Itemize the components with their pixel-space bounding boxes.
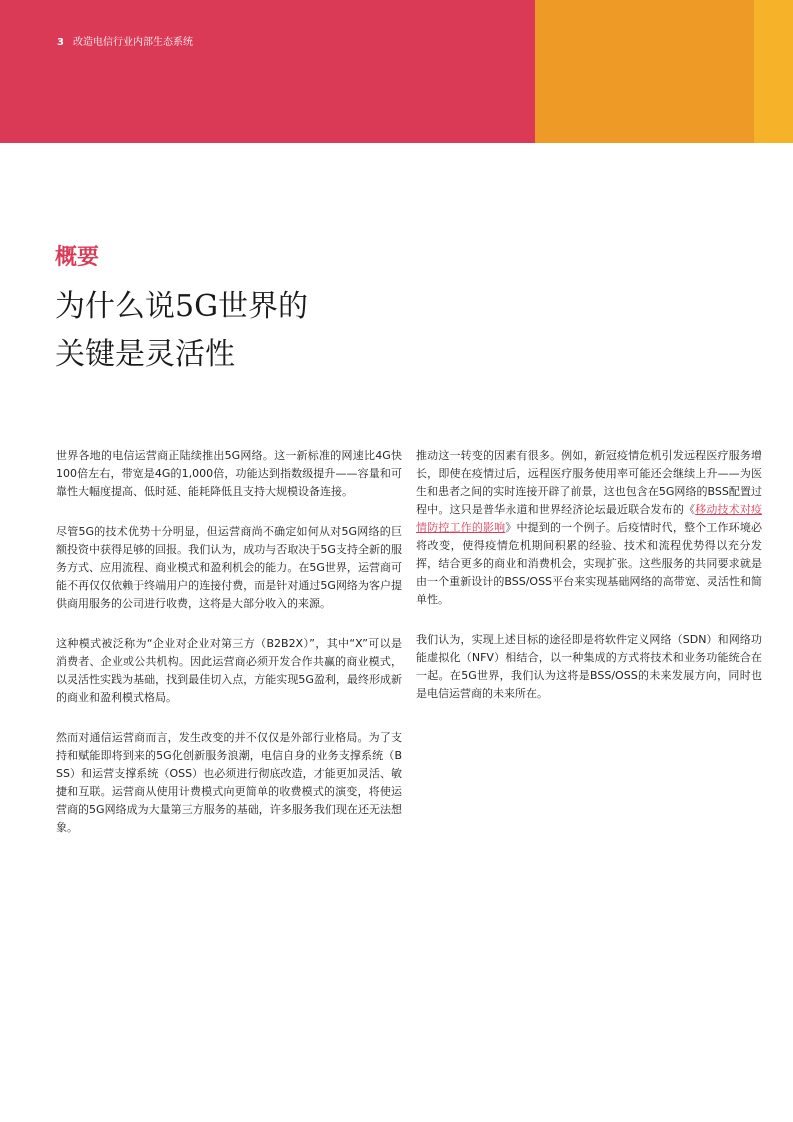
body-paragraph: 世界各地的电信运营商正陆续推出5G网络。这一新标准的网速比4G快100倍左右，带宽是4G的1,000倍，功能达到指数级提升——容量和可靠性大幅度提高、低时延、能耗降低且支持大规模设备连接。 [56, 449, 402, 498]
page-number: 3 [57, 37, 64, 48]
header-band-yellow [754, 0, 793, 143]
report-link[interactable]: 移动技术对疫情防控工作的影响 [416, 503, 763, 534]
right-column [416, 447, 762, 725]
body-paragraph: 我们认为，实现上述目标的途径即是将软件定义网络（SDN）和网络功能虚拟化（NFV）相结合，以一种集成的方式将技术和业务功能统合在一起。在5G世界，我们认为这将是BSS/OSS的未来发展方向，同时也是电信运营商的未来所在。 [416, 633, 762, 700]
left-column [56, 447, 402, 859]
body-paragraph [416, 447, 762, 609]
header-band-red [0, 0, 535, 143]
running-head [57, 36, 193, 50]
paragraph-text-before-link: 推动这一转变的因素有很多。例如，新冠疫情危机引发远程医疗服务增长，即使在疫情过后，远程医疗服务使用率可能还会继续上升——为医生和患者之间的实时连接开辟了前景，这也包含在5G网络的BSS配置过程中。这只是普华永道和世界经济论坛最近联合发布的《 [416, 449, 762, 516]
paragraph-text-after-link: 》中提到的一个例子。后疫情时代，整个工作环境必将改变，使得疫情危机期间积累的经验、技术和流程优势得以充分发挥，结合更多的商业和消费机会，实现扩张。这些服务的共同要求就是由一个重新设计的BSS/OSS平台来实现基础网络的高带宽、灵活性和简单性。 [416, 521, 763, 606]
body-paragraph: 然而对通信运营商而言，发生改变的并不仅仅是外部行业格局。为了支持和赋能即将到来的5G化创新服务浪潮，电信自身的业务支撑系统（BSS）和运营支撑系统（OSS）也必须进行彻底改造，才能更加灵活、敏捷和互联。运营商从使用计费模式向更简单的收费模式的演变，将使运营商的5G网络成为大量第三方服务的基础，许多服务我们现在还无法想象。 [56, 731, 402, 834]
page-title-line-1: 为什么说5G世界的 [55, 289, 309, 324]
body-paragraph: 尽管5G的技术优势十分明显，但运营商尚不确定如何从对5G网络的巨额投资中获得足够的回报。我们认为，成功与否取决于5G支持全新的服务方式、应用流程、商业模式和盈利机会的能力。在5G世界，运营商可能不再仅仅依赖于终端用户的连接付费，而是针对通过5G网络为客户提供商用服务的公司进行收费，这将是大部分收入的来源。 [56, 525, 402, 610]
body-paragraph: 这种模式被泛称为“企业对企业对第三方（B2B2X）”，其中“X”可以是消费者、企业或公共机构。因此运营商必须开发合作共赢的商业模式，以灵活性实践为基础，找到最佳切入点，方能实现5G盈利，最终形成新的商业和盈利模式格局。 [56, 637, 402, 704]
running-title: 改造电信行业内部生态系统 [72, 37, 193, 48]
header-band-orange [535, 0, 754, 143]
section-label: 概要 [55, 245, 100, 270]
page-title [55, 283, 475, 379]
header-banner [0, 0, 793, 143]
page-title-line-2: 关键是灵活性 [55, 337, 235, 372]
